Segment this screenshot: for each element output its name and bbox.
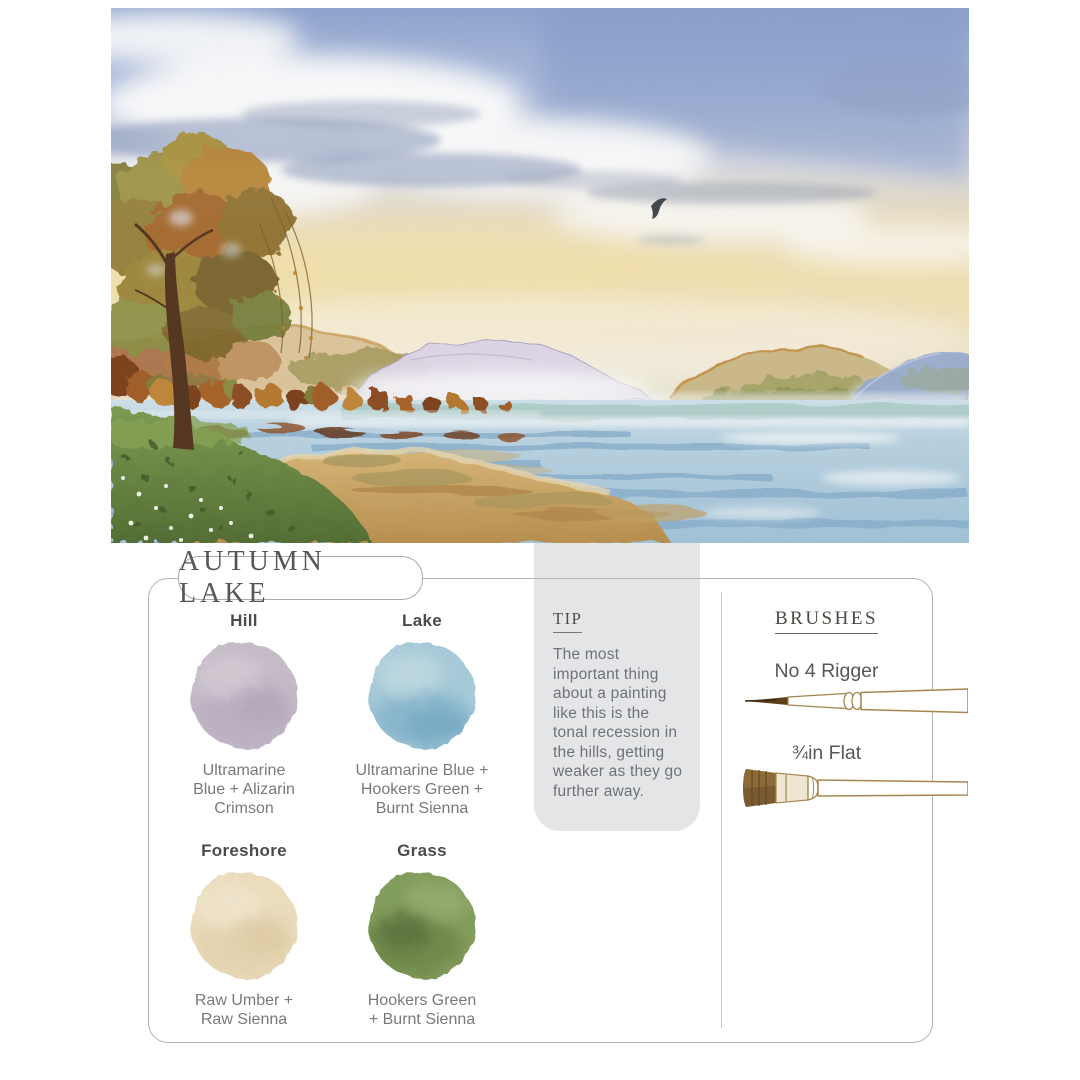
rigger-brush-illustration xyxy=(742,685,968,717)
paper-grain xyxy=(111,8,969,543)
brushes-heading: BRUSHES xyxy=(775,608,878,634)
flat-brush-illustration xyxy=(742,766,968,810)
swatch-label: Foreshore xyxy=(201,841,287,860)
swatch-mix: Ultramarine Blue + Hookers Green + Burnt Sienna xyxy=(355,762,489,817)
tip-body-text: The most important thing about a painting like this is the tonal recession in the hills, getting weaker as they go further away. xyxy=(553,646,683,800)
swatch-cell-lake xyxy=(340,611,504,818)
swatch-label: Hill xyxy=(230,611,258,630)
tip-heading: TIP xyxy=(553,609,582,633)
swatch-circle-hill xyxy=(188,639,300,751)
vertical-divider xyxy=(721,592,722,1028)
swatch-cell-hill xyxy=(162,611,326,818)
panel-title: AUTUMN LAKE xyxy=(179,546,326,609)
panel-title-badge xyxy=(178,546,423,609)
swatch-label: Grass xyxy=(397,841,447,860)
swatch-label: Lake xyxy=(402,611,442,630)
swatch-cell-grass xyxy=(340,841,504,1029)
brushes-section xyxy=(721,608,932,634)
swatch-circle-foreshore xyxy=(188,869,300,981)
swatch-cell-foreshore xyxy=(162,841,326,1029)
brush-name-flat: ¾in Flat xyxy=(791,742,862,764)
brush-name-rigger: No 4 Rigger xyxy=(774,660,879,682)
swatch-circle-grass xyxy=(366,869,478,981)
swatch-mix: Ultramarine Blue + Alizarin Crimson xyxy=(193,762,295,817)
swatch-mix: Hookers Green + Burnt Sienna xyxy=(367,992,477,1028)
swatch-mix: Raw Umber + Raw Sienna xyxy=(194,992,294,1028)
watercolor-painting xyxy=(111,8,969,543)
swatch-circle-lake xyxy=(366,639,478,751)
